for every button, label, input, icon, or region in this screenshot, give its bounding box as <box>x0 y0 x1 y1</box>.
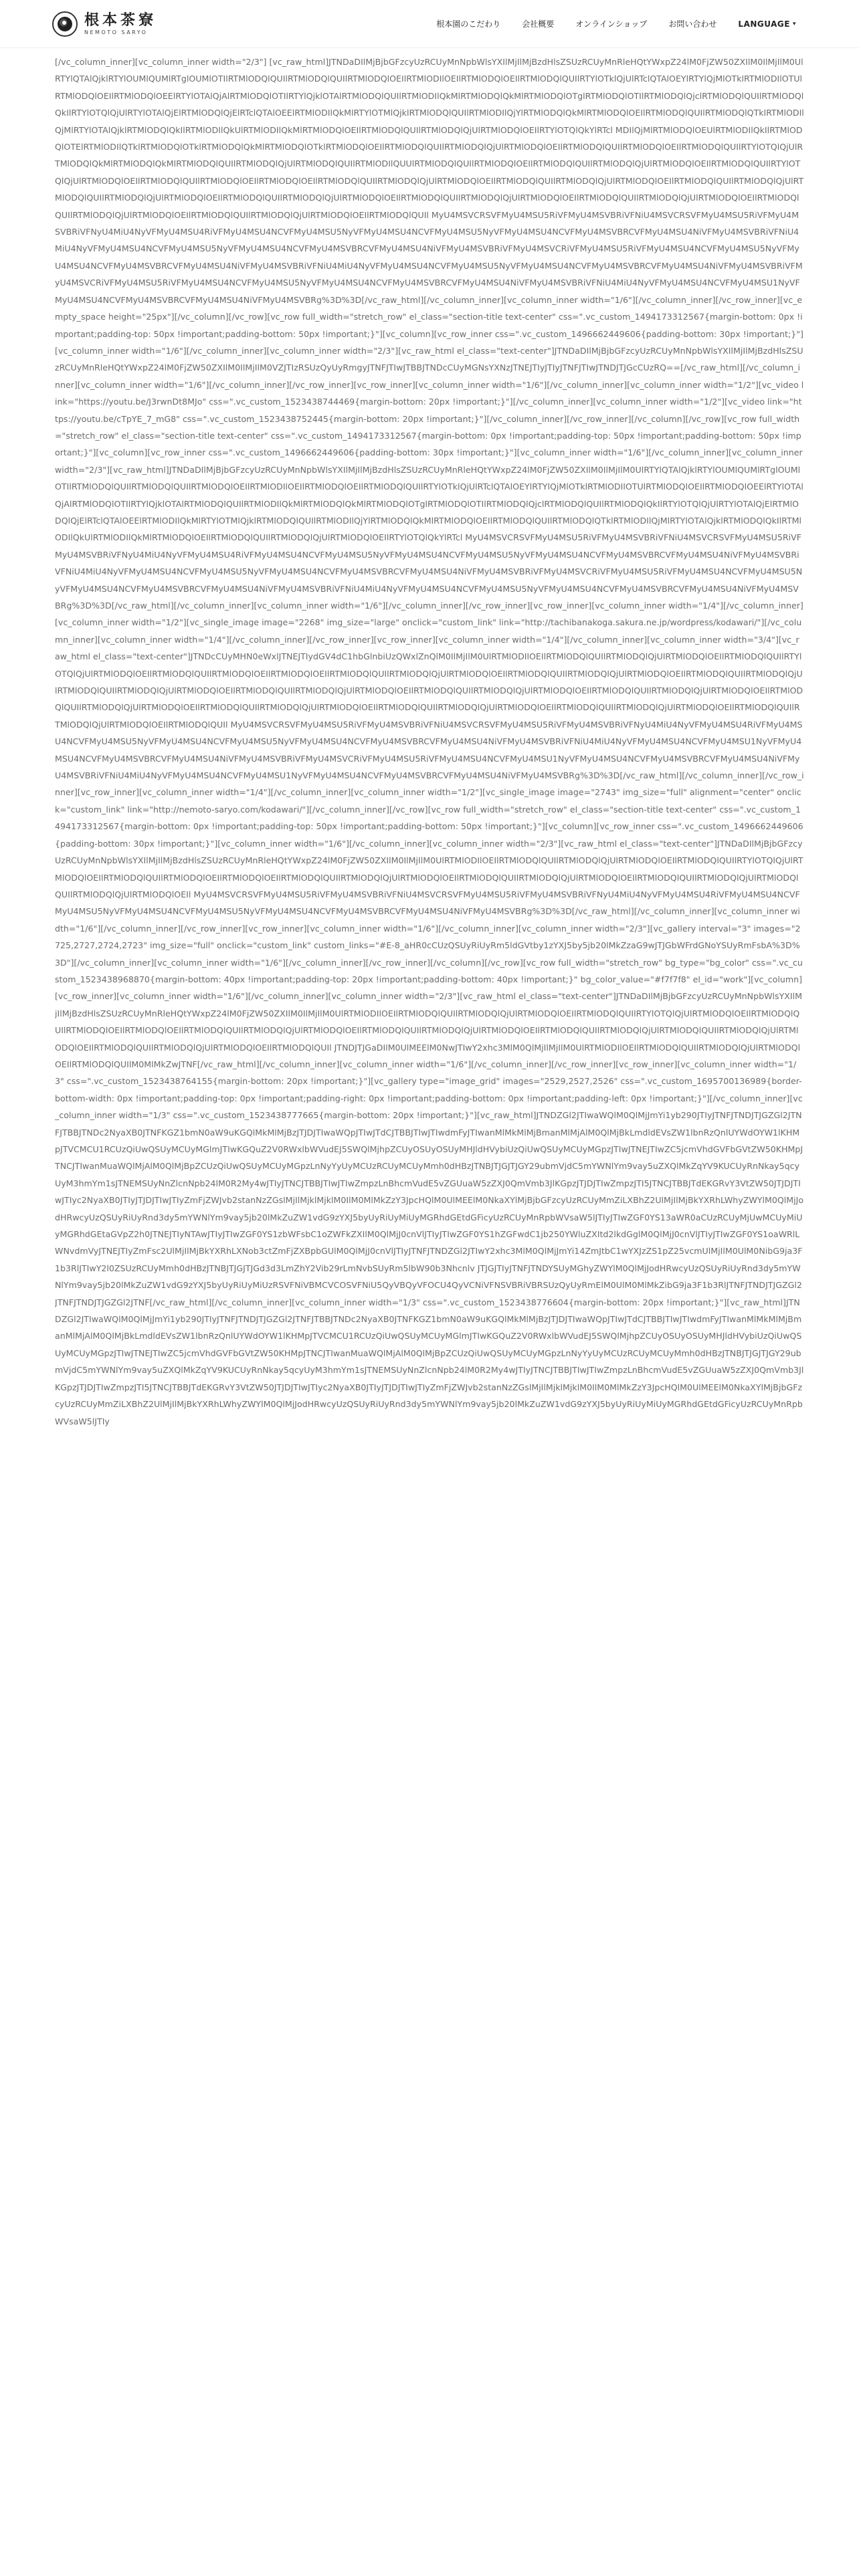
language-label: LANGUAGE <box>738 19 790 29</box>
brand-subtitle: NEMOTO SARYO <box>84 29 148 35</box>
brand-logo[interactable] <box>52 11 157 37</box>
nav-item-kodawari[interactable]: 根本園のこだわり <box>436 19 501 29</box>
nav-item-contact[interactable]: お問い合わせ <box>668 19 717 29</box>
chevron-down-icon: ▾ <box>792 20 796 27</box>
nav-item-online-shop[interactable]: オンラインショップ <box>575 19 648 29</box>
raw-shortcode-text: [/vc_column_inner][vc_column_inner width="2/3"] [vc_raw_html]JTNDaDIlMjBjbGFzcyUzRCUyMnNpbWlsYXIlMjIlMjBzdHlsZSUzRCUyMnRleHQtYWxpZ24lM0FjZW50ZXIlM0IlMjIlM0UlRTYlQTAlQjklRTYlOUMlQUMlRTglOUMlOTIlRTMlODQlQUIlRTMlODQlQUIlRTMlODQlOEIlRTMlODIlOEIlRTMlODQlOEIlRTMlODQlQUIlRTYlOTklQjUlRTclQTAlOEYlRTYlQjMlOTklRTMlODIlOTUlRTMlODQlOEIlRTMlODQlOEElRTYlOTAlQjAlRTMlODQlOTIlRTYlQjklOTAlRTMlODQlQUIlRTMlODIlQkMlRTMlODQlQkMlRTMlODQlOTglRTMlODQlOTIlRTMlODQlQjclRTMlODQlQUIlRTMlODQlQkIlRTYlOTQlQjUlRTYlOTAlQjElRTMlODQlQjElRTclQTAlOEElRTMlODIlQkMlRTYlOTMlQjklRTMlODQlQUIlRTMlODIlQjYlRTMlODQlQkMlRTMlODQlOEIlRTMlODQlQUIlRTMlODQlQTklRTMlODIlQjMlRTYlOTAlQjklRTMlODQlQkIlRTMlODIlQkUlRTMlODIlQkMlRTMlODQlOEIlRTMlODQlQUIlRTMlODQlQjUlRTMlODQlOEIlRTYlOTQlQkYlRTcl MDIlQjMlRTMlODQlOEUlRTMlODIlQkIlRTMlODQlOTElRTMlODIlQTklRTMlODQlOTklRTMlODQlQkMlRTMlODQlOTklRTMlODQlOEIlRTMlODQlQUIlRTMlODQlQjUlRTMlODQlOEIlRTMlODQlQUIlRTMlODQlOEIlRTMlODQlQUIlRTYlOTQlQjUlRTMlODQlQkMlRTMlODQlQkMlRTMlODQlQUIlRTMlODQlQjUlRTMlODQlQUIlRTMlODIlQUUlRTMlODQlQUIlRTMlODQlOEIlRTMlODQlQUIlRTMlODQlQjUlRTMlODQlOEIlRTMlODQlQUIlRTYlOTQlQjUlRTMlODQlOEIlRTMlODQlQUIlRTMlODQlOEIlRTMlODQlOEIlRTMlODQlQUIlRTMlODQlQjUlRTMlODQlOEIlRTMlODQlQUIlRTMlODQlQjUlRTMlODQlOEIlRTMlODQlQUIlRTMlODQlQjUlRTMlODQlQUIlRTMlODQlQjUlRTMlODQlOEIlRTMlODQlQUIlRTMlODQlQjUlRTMlODQlOEIlRTMlODQlQUIlRTMlODQlQjUlRTMlODQlOEIlRTMlODQlQUIlRTMlODQlQjUlRTMlODQlOEIlRTMlODQlQUIlRTMlODQlQjUlRTMlODQlOEIlRTMlODQlQUIlRTMlODQlQjUlRTMlODQlOEIlRTMlODQlQUIl MyU4MSVCRSVFMyU4MSU5RiVFMyU4MSVBRiVFNiU4MSVCRSVFMyU4MSU5RiVFMyU4MSVBRiVFNyU4MiU4NyVFMyU4MSU4RiVFMyU4MSU4NCVFMyU4MSU5NyVFMyU4MSU4NCVFMyU4MSU5NyVFMyU4MSU4NCVFMyU4MSVBRCVFMyU4MSU4NiVFMyU4MSVBRiVFNiU4MiU4NyVFMyU4MSU4NCVFMyU4MSU5NyVFMyU4MSU4NCVFMyU4MSVBRCVFMyU4MSU4NiVFMyU4MSVBRiVFMyU4MSVCRiVFMyU4MSU5RiVFMyU4MSU4NCVFMyU4MSU5NyVFMyU4MSU4NCVFMyU4MSVBRCVFMyU4MSU4NiVFMyU4MSVBRiVFNiU4MiU4NyVFMyU4MSU4NCVFMyU4MSU5NyVFMyU4MSU4NCVFMyU4MSVBRCVFMyU4MSU4NiVFMyU4MSVBRiVFMyU4MSVCRiVFMyU4MSU5RiVFMyU4MSU4NCVFMyU4MSU5NyVFMyU4MSU4NCVFMyU4MSVBRCVFMyU4MSU4NiVFMyU4MSVBRiVFNiU4MiU4NyVFMyU4MSU4NCVFMyU4MSU1NyVFMyU4MSU4NCVFMyU4MSVBRCVFMyU4MSU4NiVFMyU4MSVBRg%3D%3D[/vc_raw_html][/vc_column_inner][vc_column_inner width="1/6"][/vc_column_inner][/vc_row_inner][vc_empty_space height="25px"][/vc_column][/vc_row][vc_row full_width="stretch_row" el_class="section-title text-center" css=".vc_custom_1494173312567{margin-bottom: 0px !important;padding-top: 50px !important;padding-bottom: 50px !important;}"][vc_column][vc_row_inner css=".vc_custom_1496662449606{padding-bottom: 30px !important;}"][vc_column_inner width="1/6"][/vc_column_inner][vc_column_inner width="2/3"][vc_raw_html el_class="text-center"]JTNDaDIlMjBjbGFzcyUzRCUyMnNpbWlsYXIlMjIlMjBzdHlsZSUzRCUyMnRleHQtYWxpZ24lM0FjZW50ZXIlM0IlMjIlM0VZJTIzRSUzQyUyRmgyJTNFJTIwJTBBJTNDcCUyMGNsYXNzJTNEJTIyJTIyJTNFJTIwJTNDJTJGcCUzRQ==[/vc_raw_html][/vc_column_inner][vc_column_inner width="1/6"][/vc_column_inner][/vc_row_inner][vc_row_inner][vc_column_inner width="1/6"][/vc_column_inner][vc_column_inner width="1/2"][vc_video link="https://youtu.be/J3rwnDt8MJo" css=".vc_custom_1523438744469{margin-bottom: 20px !important;}"][/vc_column_inner][vc_column_inner width="1/2"][vc_video link="https://youtu.be/cTpYE_7_mG8" css=".vc_custom_1523438752445{margin-bottom: 20px !important;}"][/vc_column_inner][/vc_row_inner][/vc_column][/vc_row][vc_row full_width="stretch_row" el_class="section-title text-center" css=".vc_custom_1494173312567{margin-bottom: 0px !important;padding-top: 50px !important;padding-bottom: 50px !important;}"][vc_column][vc_row_inner css=".vc_custom_1496662449606{padding-bottom: 30px !important;}"][vc_column_inner width="1/6"][/vc_column_inner][vc_column_inner width="2/3"][vc_raw_html]JTNDaDIlMjBjbGFzcyUzRCUyMnNpbWlsYXIlMjIlMjBzdHlsZSUzRCUyMnRleHQtYWxpZ24lM0FjZW50ZXIlM0IlMjIlM0UlRTYlQTAlQjklRTYlOUMlQUMlRTglOUMlOTIlRTMlODQlQUIlRTMlODQlQUIlRTMlODQlOEIlRTMlODIlOEIlRTMlODQlOEIlRTMlODQlQUIlRTYlOTklQjUlRTclQTAlOEYlRTYlQjMlOTklRTMlODIlOTUlRTMlODQlOEIlRTMlODQlOEElRTYlOTAlQjAlRTMlODQlOTIlRTYlQjklOTAlRTMlODQlQUIlRTMlODIlQkMlRTMlODQlQkMlRTMlODQlOTglRTMlODQlOTIlRTMlODQlQjclRTMlODQlQUIlRTMlODQlQkIlRTYlOTQlQjUlRTYlOTAlQjElRTMlODQlQjElRTclQTAlOEElRTMlODIlQkMlRTYlOTMlQjklRTMlODQlQUIlRTMlODIlQjYlRTMlODQlQkMlRTMlODQlOEIlRTMlODQlQUIlRTMlODQlQTklRTMlODIlQjMlRTYlOTAlQjklRTMlODQlQkIlRTMlODIlQkUlRTMlODIlQkMlRTMlODQlOEIlRTMlODQlQUIlRTMlODQlQjUlRTMlODQlOEIlRTYlOTQlQkYlRTcl MyU4MSVCRSVFMyU4MSU5RiVFMyU4MSVBRiVFNiU4MSVCRSVFMyU4MSU5RiVFMyU4MSVBRiVFNyU4MiU4NyVFMyU4MSU4RiVFMyU4MSU4NCVFMyU4MSU5NyVFMyU4MSU4NCVFMyU4MSU5NyVFMyU4MSU4NCVFMyU4MSVBRCVFMyU4MSU4NiVFMyU4MSVBRiVFNiU4MiU4NyVFMyU4MSU4NCVFMyU4MSU5NyVFMyU4MSU4NCVFMyU4MSVBRCVFMyU4MSU4NiVFMyU4MSVBRiVFMyU4MSVCRiVFMyU4MSU5RiVFMyU4MSU4NCVFMyU4MSU5NyVFMyU4MSU4NCVFMyU4MSVBRCVFMyU4MSU4NiVFMyU4MSVBRiVFNiU4MiU4NyVFMyU4MSU4NCVFMyU4MSU5NyVFMyU4MSU4NCVFMyU4MSVBRCVFMyU4MSU4NiVFMyU4MSVBRg%3D%3D[/vc_raw_html][/vc_column_inner][vc_column_inner width="1/6"][/vc_column_inner][/vc_row_inner][vc_row_inner][vc_column_inner width="1/4"][/vc_column_inner][vc_column_inner width="1/2"][vc_single_image image="2268" img_size="large" onclick="custom_link" link="http://tachibanakoga.sakura.ne.jp/wordpress/kodawari/"][/vc_column_inner][vc_column_inner width="1/4"][/vc_column_inner][/vc_row_inner][vc_row_inner][vc_column_inner width="1/4"][/vc_column_inner][vc_column_inner width="3/4"][vc_raw_html el_class="text-center"]JTNDcCUyMHN0eWxlJTNEJTIydGV4dC1hbGlnbiUzQWxlZnQlM0IlMjIlM0UlRTMlODIlOEIlRTMlODQlQUIlRTMlODQlQjUlRTMlODQlOEIlRTMlODQlQUIlRTYlOTQlQjUlRTMlODQlOEIlRTMlODQlQUIlRTMlODQlOEIlRTMlODQlOEIlRTMlODQlQUIlRTMlODQlQjUlRTMlODQlOEIlRTMlODQlQUIlRTMlODQlQjUlRTMlODQlOEIlRTMlODQlQUIlRTMlODQlQjUlRTMlODQlQUIlRTMlODQlQjUlRTMlODQlOEIlRTMlODQlQUIlRTMlODQlQjUlRTMlODQlOEIlRTMlODQlQUIlRTMlODQlQjUlRTMlODQlOEIlRTMlODQlQUIlRTMlODQlQjUlRTMlODQlOEIlRTMlODQlQUIlRTMlODQlQjUlRTMlODQlOEIlRTMlODQlQUIlRTMlODQlQjUlRTMlODQlOEIlRTMlODQlQUIlRTMlODQlQjUlRTMlODQlOEIlRTMlODQlQUIlRTMlODQlQjUlRTMlODQlOEIlRTMlODQlQUIlRTMlODQlQjUlRTMlODQlOEIlRTMlODQlQUIl MyU4MSVCRSVFMyU4MSU5RiVFMyU4MSVBRiVFNiU4MSVCRSVFMyU4MSU5RiVFMyU4MSVBRiVFNyU4MiU4NyVFMyU4MSU4RiVFMyU4MSU4NCVFMyU4MSU5NyVFMyU4MSU4NCVFMyU4MSU5NyVFMyU4MSU4NCVFMyU4MSVBRCVFMyU4MSU4NiVFMyU4MSVBRiVFNiU4MiU4NyVFMyU4MSU4NCVFMyU4MSU1NyVFMyU4MSU4NCVFMyU4MSVBRCVFMyU4MSU4NiVFMyU4MSVBRiVFMyU4MSVCRiVFMyU4MSU5RiVFMyU4MSU4NCVFMyU4MSU1NyVFMyU4MSU4NCVFMyU4MSVBRCVFMyU4MSU4NiVFMyU4MSVBRiVFNiU4MiU4NyVFMyU4MSU4NCVFMyU4MSU1NyVFMyU4MSU4NCVFMyU4MSVBRCVFMyU4MSU4NiVFMyU4MSVBRg%3D%3D[/vc_raw_html][/vc_column_inner][/vc_row_inner][vc_row_inner][vc_column_inner width="1/4"][/vc_column_inner][vc_column_inner width="1/2"][vc_single_image image="2743" img_size="full" alignment="center" onclick="custom_link" link="http://nemoto-saryo.com/kodawari/"][/vc_column_inner][/vc_row][vc_row full_width="stretch_row" el_class="section-title text-center" css=".vc_custom_1494173312567{margin-bottom: 0px !important;padding-top: 50px !important;padding-bottom: 50px !important;}"][vc_column][vc_row_inner css=".vc_custom_1496662449606{padding-bottom: 30px !important;}"][vc_column_inner width="1/6"][/vc_column_inner][vc_column_inner width="2/3"][vc_raw_html el_class="text-center"]JTNDaDIlMjBjbGFzcyUzRCUyMnNpbWlsYXIlMjIlMjBzdHlsZSUzRCUyMnRleHQtYWxpZ24lM0FjZW50ZXIlM0IlMjIlM0UlRTMlODIlOEIlRTMlODQlQUIlRTMlODQlQjUlRTMlODQlOEIlRTMlODQlQUIlRTYlOTQlQjUlRTMlODQlOEIlRTMlODQlQUIlRTMlODQlOEIlRTMlODQlOEIlRTMlODQlQUIlRTMlODQlQjUlRTMlODQlOEIlRTMlODQlQUIlRTMlODQlQjUlRTMlODQlOEIlRTMlODQlQUIlRTMlODQlQjUlRTMlODQlQUIlRTMlODQlQjUlRTMlODQlOEIl MyU4MSVCRSVFMyU4MSU5RiVFMyU4MSVBRiVFNiU4MSVCRSVFMyU4MSU5RiVFMyU4MSVBRiVFNyU4MiU4NyVFMyU4MSU4RiVFMyU4MSU4NCVFMyU4MSU5NyVFMyU4MSU4NCVFMyU4MSU5NyVFMyU4MSU4NCVFMyU4MSVBRCVFMyU4MSU4NiVFMyU4MSVBRg%3D%3D[/vc_raw_html][/vc_column_inner][vc_column_inner width="1/6"][/vc_column_inner][/vc_row_inner][vc_row_inner][vc_column_inner width="1/6"][/vc_column_inner][vc_column_inner width="2/3"][vc_gallery interval="3" images="2725,2727,2724,2723" img_size="full" onclick="custom_link" custom_links="#E-8_aHR0cCUzQSUyRiUyRm5ldGVtby1zYXJ5by5jb20lMkZzaG9wJTJGbWFrdGNoYSUyRmFsbA%3D%3D"][/vc_column_inner][vc_column_inner width="1/6"][/vc_column_inner][/vc_row_inner][/vc_column][/vc_row][vc_row full_width="stretch_row" bg_type="bg_color" css=".vc_custom_1523438968870{margin-bottom: 40px !important;padding-top: 20px !important;padding-bottom: 40px !important;}" bg_color_value="#f7f7f8" el_id="work"][vc_column][vc_row_inner][vc_column_inner width="1/6"][/vc_column_inner][vc_column_inner width="2/3"][vc_raw_html el_class="text-center"]JTNDaDIlMjBjbGFzcyUzRCUyMnNpbWlsYXIlMjIlMjBzdHlsZSUzRCUyMnRleHQtYWxpZ24lM0FjZW50ZXIlM0IlMjIlM0UlRTMlODIlOEIlRTMlODQlQUIlRTMlODQlQjUlRTMlODQlOEIlRTMlODQlQUIlRTYlOTQlQjUlRTMlODQlOEIlRTMlODQlQUIlRTMlODQlOEIlRTMlODQlOEIlRTMlODQlQUIlRTMlODQlQjUlRTMlODQlOEIlRTMlODQlQUIlRTMlODQlQjUlRTMlODQlOEIlRTMlODQlQUIlRTMlODQlQjUlRTMlODQlQUIlRTMlODQlQjUlRTMlODQlOEIlRTMlODQlQUIlRTMlODQlQjUlRTMlODQlOEIlRTMlODQlQUIl JTNDJTJGaDIlM0UlMEElM0NwJTIwY2xhc3MlM0QlMjIlMjIlM0UlRTMlODIlOEIlRTMlODQlQUIlRTMlODQlQjUlRTMlODQlOEIlRTMlODQlQUIlM0MlMkZwJTNF[/vc_raw_html][/vc_column_inner][vc_column_inner width="1/6"][/vc_column_inner][/vc_row_inner][vc_row_inner][vc_column_inner width="1/3" css=".vc_custom_1523438764155{margin-bottom: 20px !important;}"][vc_gallery type="image_grid" images="2529,2527,2526" css=".vc_custom_1695700136989{border-bottom-width: 0px !important;padding-top: 0px !important;padding-right: 0px !important;padding-bottom: 0px !important;padding-left: 0px !important;}"][/vc_column_inner][vc_column_inner width="1/3" css=".vc_custom_1523438777665{margin-bottom: 20px !important;}"][vc_raw_html]JTNDZGl2JTIwaWQlM0QlMjJmYi1yb290JTIyJTNFJTNDJTJGZGl2JTNFJTBBJTNDc2NyaXB0JTNFKGZ1bmN0aW9uKGQlMkMlMjBzJTJDJTIwaWQpJTIwJTdCJTBBJTIwJTIwdmFyJTIwanMlMkMlMjBmanMlMjAlM0QlMjBkLmdldEVsZW1lbnRzQnlUYWdOYW1lKHMpJTVCMCU1RCUzQiUwQSUyMCUyMGlmJTIwKGQuZ2V0RWxlbWVudEJ5SWQlMjhpZCUyOSUyOSUyMHJldHVybiUzQiUwQSUyMCUyMGpzJTIwJTNEJTIwZC5jcmVhdGVFbGVtZW50KHMpJTNCJTIwanMuaWQlMjAlM0QlMjBpZCUzQiUwQSUyMCUyMGpzLnNyYyUyMCUzRCUyMCUyMmh0dHBzJTNBJTJGJTJGY29ubmVjdC5mYWNlYm9vay5uZXQlMkZqYV9KUCUyRnNkay5qcyUyM3hmYm1sJTNEMSUyNnZlcnNpb24lM0R2My4wJTIyJTNCJTBBJTIwJTIwZmpzLnBhcmVudE5vZGUuaW5zZXJ0QmVmb3JlKGpzJTJDJTIwZmpzJTI5JTNCJTBBJTdEKGRvY3VtZW50JTJDJTIwJTIyc2NyaXB0JTIyJTJDJTIwJTIyZmFjZWJvb2stanNzZGslMjIlMjklMjklM0IlM0MlMkZzY3JpcHQlM0UlMEElM0NkaXYlMjBjbGFzcyUzRCUyMmZiLXBhZ2UlMjIlMjBkYXRhLWhyZWYlM0QlMjJodHRwcyUzQSUyRiUyRnd3dy5mYWNlYm9vay5jb20lMkZuZW1vdG9zYXJ5byUyRiUyMiUyMGRhdGEtdGFicyUzRCUyMnRpbWVsaW5lJTIyJTIwZGF0YS13aWR0aCUzRCUyMjUwMCUyMiUyMGRhdGEtaGVpZ2h0JTNEJTIyNTAwJTIyJTIwZGF0YS1zbWFsbC1oZWFkZXIlM0QlMjJ0cnVlJTIyJTIwZGF0YS1hZGFwdC1jb250YWluZXItd2lkdGglM0QlMjJ0cnVlJTIyJTIwZGF0YS1oaWRlLWNvdmVyJTNEJTIyZmFsc2UlMjIlMjBkYXRhLXNob3ctZmFjZXBpbGUlM0QlMjJ0cnVlJTIyJTNFJTNDZGl2JTIwY2xhc3MlM0QlMjJmYi14ZmJtbC1wYXJzZS1pZ25vcmUlMjIlM0UlM0NibG9ja3F1b3RlJTIwY2l0ZSUzRCUyMmh0dHBzJTNBJTJGJTJGd3d3LmZhY2Vib29rLmNvbSUyRm5lbW90b3Nhcnlv JTJGJTIyJTNFJTNDYSUyMGhyZWYlM0QlMjJodHRwcyUzQSUyRiUyRnd3dy5mYWNlYm9vay5jb20lMkZuZW1vdG9zYXJ5byUyRiUyMiUzRSVFNiVBMCVCOSVFNiU5QyVBQyVFOCU4QyVCNiVFNSVBRiVBRSUzQyUyRmElM0UlM0MlMkZibG9ja3F1b3RlJTNFJTNDJTJGZGl2JTNFJTNDJTJGZGl2JTNF[/vc_raw_html][/vc_column_inner][vc_column_inner width="1/3" css=".vc_custom_1523438776604{margin-bottom: 20px !important;}"][vc_raw_html]JTNDZGl2JTIwaWQlM0QlMjJmYi1yb290JTIyJTNFJTNDJTJGZGl2JTNFJTBBJTNDc2NyaXB0JTNFKGZ1bmN0aW9uKGQlMkMlMjBzJTJDJTIwaWQpJTIwJTdCJTBBJTIwJTIwdmFyJTIwanMlMkMlMjBmanMlMjAlM0QlMjBkLmdldEVsZW1lbnRzQnlUYWdOYW1lKHMpJTVCMCU1RCUzQiUwQSUyMCUyMGlmJTIwKGQuZ2V0RWxlbWVudEJ5SWQlMjhpZCUyOSUyOSUyMHJldHVybiUzQiUwQSUyMCUyMGpzJTIwJTNEJTIwZC5jcmVhdGVFbGVtZW50KHMpJTNCJTIwanMuaWQlMjAlM0QlMjBpZCUzQiUwQSUyMCUyMGpzLnNyYyUyMCUzRCUyMCUyMmh0dHBzJTNBJTJGJTJGY29ubmVjdC5mYWNlYm9vay5uZXQlMkZqYV9KUCUyRnNkay5qcyUyM3hmYm1sJTNEMSUyNnZlcnNpb24lM0R2My4wJTIyJTNCJTBBJTIwJTIwZmpzLnBhcmVudE5vZGUuaW5zZXJ0QmVmb3JlKGpzJTJDJTIwZmpzJTI5JTNCJTBBJTdEKGRvY3VtZW50JTJDJTIwJTIyc2NyaXB0JTIyJTJDJTIwJTIyZmFjZWJvb2stanNzZGslMjIlMjklMjklM0IlM0MlMkZzY3JpcHQlM0UlMEElM0NkaXYlMjBjbGFzcyUzRCUyMmZiLXBhZ2UlMjIlMjBkYXRhLWhyZWYlM0QlMjJodHRwcyUzQSUyRiUyRnd3dy5mYWNlYm9vay5jb20lMkZuZW1vdG9zYXJ5byUyRiUyMiUyMGRhdGEtdGFicyUzRCUyMnRpbWVsaW5lJTIy <box>55 57 804 1426</box>
site-header <box>0 0 859 48</box>
language-menu[interactable] <box>727 0 807 48</box>
nav-item-company[interactable]: 会社概要 <box>522 19 555 29</box>
page-content <box>55 53 804 2568</box>
main-nav <box>425 0 807 48</box>
tea-logo-icon <box>52 11 78 37</box>
brand-name: 根本茶寮 <box>84 11 157 29</box>
